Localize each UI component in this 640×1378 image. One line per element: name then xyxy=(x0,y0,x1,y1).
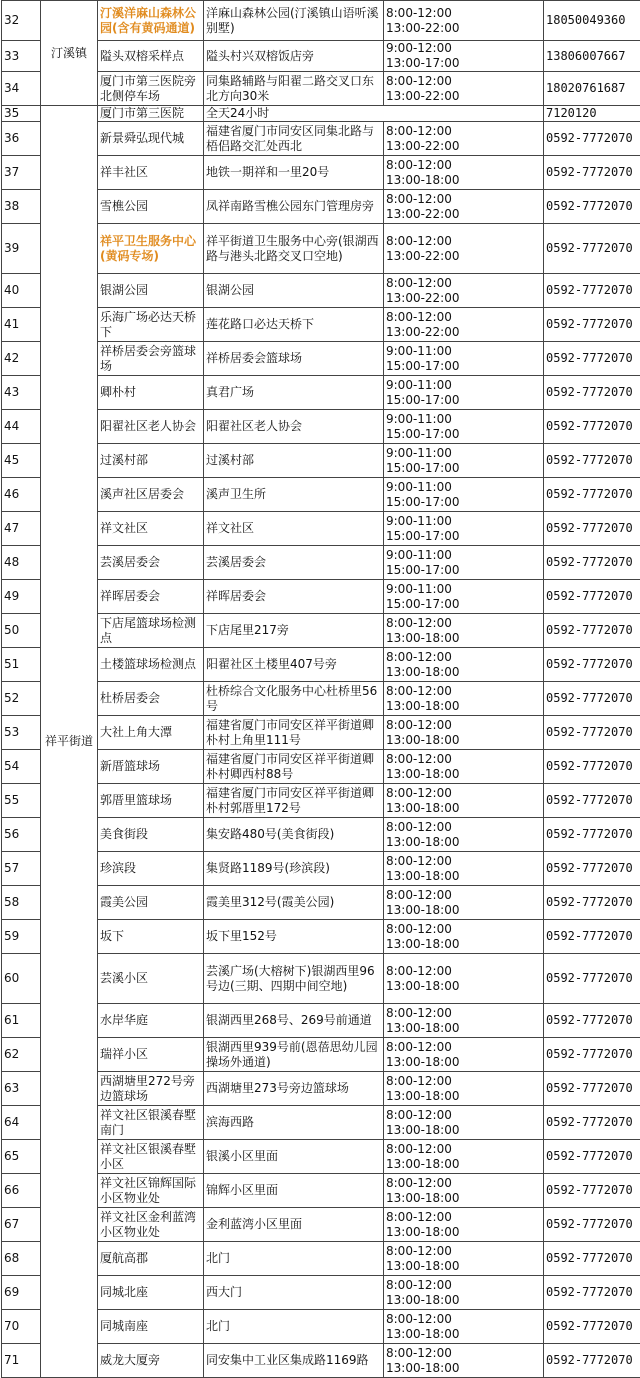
row-number-cell: 32 xyxy=(2,1,41,41)
site-address-cell: 洋麻山森林公园(汀溪镇山语听溪别墅) xyxy=(204,1,384,41)
opening-hours-cell: 9:00-11:00 15:00-17:00 xyxy=(384,410,544,444)
table-row xyxy=(2,1004,640,1038)
opening-hours-cell: 9:00-11:00 15:00-17:00 xyxy=(384,342,544,376)
site-address-cell: 银湖西里939号前(恩蓓思幼儿园操场外通道) xyxy=(204,1038,384,1072)
site-address-cell: 坂下里152号 xyxy=(204,920,384,954)
phone-cell: 0592-7772070 xyxy=(544,224,640,274)
site-name-cell: 土楼篮球场检测点 xyxy=(98,648,204,682)
table-row xyxy=(2,954,640,1004)
site-address-cell: 滨海西路 xyxy=(204,1106,384,1140)
site-address-cell: 芸溪居委会 xyxy=(204,546,384,580)
site-name-cell: 祥晖居委会 xyxy=(98,580,204,614)
phone-cell: 0592-7772070 xyxy=(544,478,640,512)
opening-hours-cell: 8:00-12:00 13:00-18:00 xyxy=(384,648,544,682)
site-name-cell: 芸溪小区 xyxy=(98,954,204,1004)
site-address-cell: 霞美里312号(霞美公园) xyxy=(204,886,384,920)
opening-hours-cell: 8:00-12:00 13:00-22:00 xyxy=(384,274,544,308)
table-row xyxy=(2,920,640,954)
row-number-cell: 68 xyxy=(2,1242,41,1276)
site-name-cell: 芸溪居委会 xyxy=(98,546,204,580)
table-row xyxy=(2,1276,640,1310)
opening-hours-cell: 9:00-11:00 15:00-17:00 xyxy=(384,580,544,614)
row-number-cell: 57 xyxy=(2,852,41,886)
table-row xyxy=(2,1106,640,1140)
site-address-cell: 集贤路1189号(珍滨段) xyxy=(204,852,384,886)
opening-hours-cell: 8:00-12:00 13:00-18:00 xyxy=(384,156,544,190)
site-name-cell: 溪声社区居委会 xyxy=(98,478,204,512)
row-number-cell: 66 xyxy=(2,1174,41,1208)
table-row xyxy=(2,156,640,190)
site-address-cell: 福建省厦门市同安区祥平街道卿朴村卿西村88号 xyxy=(204,750,384,784)
row-number-cell: 67 xyxy=(2,1208,41,1242)
phone-cell: 0592-7772070 xyxy=(544,614,640,648)
phone-cell: 7120120 xyxy=(544,106,640,122)
site-address-cell: 溪声卫生所 xyxy=(204,478,384,512)
phone-cell: 0592-7772070 xyxy=(544,1140,640,1174)
site-address-cell: 福建省厦门市同安区祥平街道卿朴村郭厝里172号 xyxy=(204,784,384,818)
site-address-cell: 银湖西里268号、269号前通道 xyxy=(204,1004,384,1038)
site-address-cell: 杜桥综合文化服务中心杜桥里56号 xyxy=(204,682,384,716)
site-name-cell: 雪樵公园 xyxy=(98,190,204,224)
phone-cell: 0592-7772070 xyxy=(544,546,640,580)
site-address-cell: 银溪小区里面 xyxy=(204,1140,384,1174)
site-address-cell: 北门 xyxy=(204,1242,384,1276)
site-name-cell: 霞美公园 xyxy=(98,886,204,920)
phone-cell: 0592-7772070 xyxy=(544,1038,640,1072)
site-name-cell: 西湖塘里272号旁边篮球场 xyxy=(98,1072,204,1106)
row-number-cell: 36 xyxy=(2,122,41,156)
row-number-cell: 55 xyxy=(2,784,41,818)
site-address-cell: 西湖塘里273号旁边篮球场 xyxy=(204,1072,384,1106)
row-number-cell: 59 xyxy=(2,920,41,954)
site-address-cell: 凤祥南路雪樵公园东门管理房旁 xyxy=(204,190,384,224)
opening-hours-cell: 8:00-12:00 13:00-18:00 xyxy=(384,784,544,818)
site-name-cell: 水岸华庭 xyxy=(98,1004,204,1038)
table-row xyxy=(2,478,640,512)
phone-cell: 0592-7772070 xyxy=(544,1276,640,1310)
site-name-cell: 祥丰社区 xyxy=(98,156,204,190)
site-name-cell: 祥文社区锦辉国际小区物业处 xyxy=(98,1174,204,1208)
phone-cell: 0592-7772070 xyxy=(544,1310,640,1344)
site-name-cell: 祥平卫生服务中心(黄码专场) xyxy=(98,224,204,274)
opening-hours-cell: 8:00-12:00 13:00-18:00 xyxy=(384,1276,544,1310)
phone-cell: 0592-7772070 xyxy=(544,886,640,920)
table-row xyxy=(2,444,640,478)
table-row xyxy=(2,546,640,580)
phone-cell: 0592-7772070 xyxy=(544,580,640,614)
table-row xyxy=(2,886,640,920)
phone-cell: 0592-7772070 xyxy=(544,190,640,224)
opening-hours-cell: 9:00-11:00 15:00-17:00 xyxy=(384,444,544,478)
opening-hours-cell: 8:00-12:00 13:00-18:00 xyxy=(384,1072,544,1106)
row-number-cell: 69 xyxy=(2,1276,41,1310)
table-row xyxy=(2,122,640,156)
row-number-cell: 54 xyxy=(2,750,41,784)
table-row xyxy=(2,716,640,750)
site-name-cell: 乐海广场必达天桥下 xyxy=(98,308,204,342)
site-name-cell: 祥文社区 xyxy=(98,512,204,546)
phone-cell: 0592-7772070 xyxy=(544,750,640,784)
table-row xyxy=(2,376,640,410)
site-name-cell: 厦门市第三医院旁北侧停车场 xyxy=(98,72,204,106)
site-address-cell: 西大门 xyxy=(204,1276,384,1310)
row-number-cell: 53 xyxy=(2,716,41,750)
row-number-cell: 40 xyxy=(2,274,41,308)
table-row xyxy=(2,648,640,682)
row-number-cell: 50 xyxy=(2,614,41,648)
opening-hours-cell: 9:00-11:00 15:00-17:00 xyxy=(384,512,544,546)
opening-hours-cell: 9:00-11:00 15:00-17:00 xyxy=(384,478,544,512)
opening-hours-cell: 8:00-12:00 13:00-18:00 xyxy=(384,852,544,886)
site-name-cell: 阳翟社区老人协会 xyxy=(98,410,204,444)
site-name-cell: 瑞祥小区 xyxy=(98,1038,204,1072)
opening-hours-cell: 8:00-12:00 13:00-18:00 xyxy=(384,682,544,716)
row-number-cell: 48 xyxy=(2,546,41,580)
table-row xyxy=(2,512,640,546)
row-number-cell: 41 xyxy=(2,308,41,342)
phone-cell: 0592-7772070 xyxy=(544,920,640,954)
phone-cell: 0592-7772070 xyxy=(544,376,640,410)
row-number-cell: 42 xyxy=(2,342,41,376)
table-row xyxy=(2,190,640,224)
row-number-cell: 61 xyxy=(2,1004,41,1038)
phone-cell: 0592-7772070 xyxy=(544,1208,640,1242)
site-name-cell: 厦门市第三医院 xyxy=(98,106,204,122)
opening-hours-cell: 8:00-12:00 13:00-18:00 xyxy=(384,886,544,920)
table-row xyxy=(2,308,640,342)
site-name-cell: 同城北座 xyxy=(98,1276,204,1310)
site-name-cell: 隘头双榕采样点 xyxy=(98,41,204,72)
site-address-cell: 莲花路口必达天桥下 xyxy=(204,308,384,342)
row-number-cell: 63 xyxy=(2,1072,41,1106)
table-row xyxy=(2,852,640,886)
site-name-cell: 新景舜弘现代城 xyxy=(98,122,204,156)
town-cell: 祥平街道 xyxy=(41,106,98,1378)
table-row xyxy=(2,580,640,614)
site-name-cell: 珍滨段 xyxy=(98,852,204,886)
site-address-cell: 集安路480号(美食街段) xyxy=(204,818,384,852)
row-number-cell: 56 xyxy=(2,818,41,852)
row-number-cell: 46 xyxy=(2,478,41,512)
row-number-cell: 47 xyxy=(2,512,41,546)
site-name-cell: 祥桥居委会旁篮球场 xyxy=(98,342,204,376)
opening-hours-cell: 8:00-12:00 13:00-18:00 xyxy=(384,1004,544,1038)
site-address-cell: 同安集中工业区集成路1169路 xyxy=(204,1344,384,1378)
site-name-cell: 杜桥居委会 xyxy=(98,682,204,716)
site-address-cell: 福建省厦门市同安区同集北路与梧侣路交汇处西北 xyxy=(204,122,384,156)
table-row xyxy=(2,682,640,716)
opening-hours-cell: 9:00-12:00 13:00-17:00 xyxy=(384,41,544,72)
opening-hours-cell: 8:00-12:00 13:00-18:00 xyxy=(384,1106,544,1140)
phone-cell: 0592-7772070 xyxy=(544,308,640,342)
phone-cell: 0592-7772070 xyxy=(544,1242,640,1276)
opening-hours-cell: 8:00-12:00 13:00-18:00 xyxy=(384,614,544,648)
town-cell: 汀溪镇 xyxy=(41,1,98,106)
site-address-cell: 银湖公园 xyxy=(204,274,384,308)
site-address-cell: 锦辉小区里面 xyxy=(204,1174,384,1208)
site-address-cell: 金利蓝湾小区里面 xyxy=(204,1208,384,1242)
site-name-cell: 银湖公园 xyxy=(98,274,204,308)
table-row xyxy=(2,614,640,648)
site-name-cell: 祥文社区银溪春墅南门 xyxy=(98,1106,204,1140)
site-address-cell: 祥平街道卫生服务中心旁(银湖西路与港头北路交叉口空地) xyxy=(204,224,384,274)
opening-hours-cell: 8:00-12:00 13:00-18:00 xyxy=(384,750,544,784)
site-address-cell: 阳翟社区土楼里407号旁 xyxy=(204,648,384,682)
opening-hours-cell: 8:00-12:00 13:00-18:00 xyxy=(384,1242,544,1276)
opening-hours-cell: 9:00-11:00 15:00-17:00 xyxy=(384,376,544,410)
opening-hours-cell: 8:00-12:00 13:00-18:00 xyxy=(384,1344,544,1378)
phone-cell: 0592-7772070 xyxy=(544,818,640,852)
row-number-cell: 35 xyxy=(2,106,41,122)
opening-hours-cell: 8:00-12:00 13:00-18:00 xyxy=(384,716,544,750)
site-address-cell: 真君广场 xyxy=(204,376,384,410)
site-address-cell: 同集路辅路与阳翟二路交叉口东北方向30米 xyxy=(204,72,384,106)
site-name-cell: 郭厝里篮球场 xyxy=(98,784,204,818)
site-address-cell: 祥桥居委会篮球场 xyxy=(204,342,384,376)
site-name-cell: 大社上角大潭 xyxy=(98,716,204,750)
phone-cell: 0592-7772070 xyxy=(544,954,640,1004)
phone-cell: 0592-7772070 xyxy=(544,784,640,818)
site-address-cell: 隘头村兴双榕饭店旁 xyxy=(204,41,384,72)
table-row xyxy=(2,1344,640,1378)
table-row xyxy=(2,1140,640,1174)
site-address-cell: 祥晖居委会 xyxy=(204,580,384,614)
row-number-cell: 45 xyxy=(2,444,41,478)
site-address-cell: 阳翟社区老人协会 xyxy=(204,410,384,444)
phone-cell: 0592-7772070 xyxy=(544,342,640,376)
testing-sites-table xyxy=(1,0,640,1378)
table-row xyxy=(2,1310,640,1344)
site-address-cell: 全天24小时 xyxy=(204,106,544,122)
table-row xyxy=(2,1,640,41)
site-name-cell: 祥文社区金利蓝湾小区物业处 xyxy=(98,1208,204,1242)
table-row xyxy=(2,72,640,106)
opening-hours-cell: 8:00-12:00 13:00-18:00 xyxy=(384,818,544,852)
phone-cell: 0592-7772070 xyxy=(544,1106,640,1140)
table-row xyxy=(2,224,640,274)
site-name-cell: 过溪村部 xyxy=(98,444,204,478)
opening-hours-cell: 8:00-12:00 13:00-22:00 xyxy=(384,224,544,274)
table-row xyxy=(2,410,640,444)
site-address-cell: 祥文社区 xyxy=(204,512,384,546)
site-name-cell: 汀溪洋麻山森林公园(含有黄码通道) xyxy=(98,1,204,41)
phone-cell: 18050049360 xyxy=(544,1,640,41)
table-row xyxy=(2,1174,640,1208)
opening-hours-cell: 8:00-12:00 13:00-18:00 xyxy=(384,954,544,1004)
table-row xyxy=(2,1208,640,1242)
phone-cell: 0592-7772070 xyxy=(544,512,640,546)
phone-cell: 0592-7772070 xyxy=(544,274,640,308)
phone-cell: 0592-7772070 xyxy=(544,1004,640,1038)
phone-cell: 0592-7772070 xyxy=(544,1344,640,1378)
site-address-cell: 北门 xyxy=(204,1310,384,1344)
row-number-cell: 38 xyxy=(2,190,41,224)
table-row xyxy=(2,1072,640,1106)
opening-hours-cell: 8:00-12:00 13:00-22:00 xyxy=(384,190,544,224)
site-name-cell: 威龙大厦旁 xyxy=(98,1344,204,1378)
row-number-cell: 65 xyxy=(2,1140,41,1174)
row-number-cell: 58 xyxy=(2,886,41,920)
opening-hours-cell: 8:00-12:00 13:00-18:00 xyxy=(384,920,544,954)
opening-hours-cell: 8:00-12:00 13:00-18:00 xyxy=(384,1174,544,1208)
row-number-cell: 51 xyxy=(2,648,41,682)
site-name-cell: 坂下 xyxy=(98,920,204,954)
site-name-cell: 同城南座 xyxy=(98,1310,204,1344)
phone-cell: 0592-7772070 xyxy=(544,682,640,716)
table-row xyxy=(2,784,640,818)
phone-cell: 0592-7772070 xyxy=(544,1174,640,1208)
row-number-cell: 34 xyxy=(2,72,41,106)
row-number-cell: 33 xyxy=(2,41,41,72)
table-row xyxy=(2,818,640,852)
row-number-cell: 62 xyxy=(2,1038,41,1072)
site-address-cell: 下店尾里217旁 xyxy=(204,614,384,648)
table-row xyxy=(2,1242,640,1276)
opening-hours-cell: 8:00-12:00 13:00-18:00 xyxy=(384,1208,544,1242)
row-number-cell: 37 xyxy=(2,156,41,190)
phone-cell: 0592-7772070 xyxy=(544,1072,640,1106)
table-row xyxy=(2,750,640,784)
opening-hours-cell: 8:00-12:00 13:00-22:00 xyxy=(384,72,544,106)
site-address-cell: 芸溪广场(大榕树下)银湖西里96号边(三期、四期中间空地) xyxy=(204,954,384,1004)
row-number-cell: 64 xyxy=(2,1106,41,1140)
row-number-cell: 39 xyxy=(2,224,41,274)
table-row xyxy=(2,274,640,308)
phone-cell: 0592-7772070 xyxy=(544,122,640,156)
table-row xyxy=(2,41,640,72)
site-name-cell: 下店尾篮球场检测点 xyxy=(98,614,204,648)
row-number-cell: 60 xyxy=(2,954,41,1004)
phone-cell: 0592-7772070 xyxy=(544,716,640,750)
phone-cell: 0592-7772070 xyxy=(544,410,640,444)
row-number-cell: 71 xyxy=(2,1344,41,1378)
opening-hours-cell: 8:00-12:00 13:00-22:00 xyxy=(384,1,544,41)
row-number-cell: 49 xyxy=(2,580,41,614)
table-row xyxy=(2,1038,640,1072)
site-address-cell: 地铁一期祥和一里20号 xyxy=(204,156,384,190)
opening-hours-cell: 9:00-11:00 15:00-17:00 xyxy=(384,546,544,580)
site-address-cell: 过溪村部 xyxy=(204,444,384,478)
opening-hours-cell: 8:00-12:00 13:00-18:00 xyxy=(384,1310,544,1344)
row-number-cell: 70 xyxy=(2,1310,41,1344)
phone-cell: 0592-7772070 xyxy=(544,156,640,190)
row-number-cell: 43 xyxy=(2,376,41,410)
table-body xyxy=(2,1,640,1378)
row-number-cell: 52 xyxy=(2,682,41,716)
site-name-cell: 卿朴村 xyxy=(98,376,204,410)
opening-hours-cell: 8:00-12:00 13:00-22:00 xyxy=(384,122,544,156)
row-number-cell: 44 xyxy=(2,410,41,444)
table-row xyxy=(2,342,640,376)
site-name-cell: 祥文社区银溪春墅小区 xyxy=(98,1140,204,1174)
site-name-cell: 新厝篮球场 xyxy=(98,750,204,784)
phone-cell: 0592-7772070 xyxy=(544,444,640,478)
opening-hours-cell: 8:00-12:00 13:00-22:00 xyxy=(384,308,544,342)
phone-cell: 0592-7772070 xyxy=(544,852,640,886)
opening-hours-cell: 8:00-12:00 13:00-18:00 xyxy=(384,1140,544,1174)
site-address-cell: 福建省厦门市同安区祥平街道卿朴村上角里111号 xyxy=(204,716,384,750)
phone-cell: 0592-7772070 xyxy=(544,648,640,682)
opening-hours-cell: 8:00-12:00 13:00-18:00 xyxy=(384,1038,544,1072)
table-row xyxy=(2,106,640,122)
phone-cell: 13806007667 xyxy=(544,41,640,72)
phone-cell: 18020761687 xyxy=(544,72,640,106)
site-name-cell: 厦航高郡 xyxy=(98,1242,204,1276)
site-name-cell: 美食街段 xyxy=(98,818,204,852)
